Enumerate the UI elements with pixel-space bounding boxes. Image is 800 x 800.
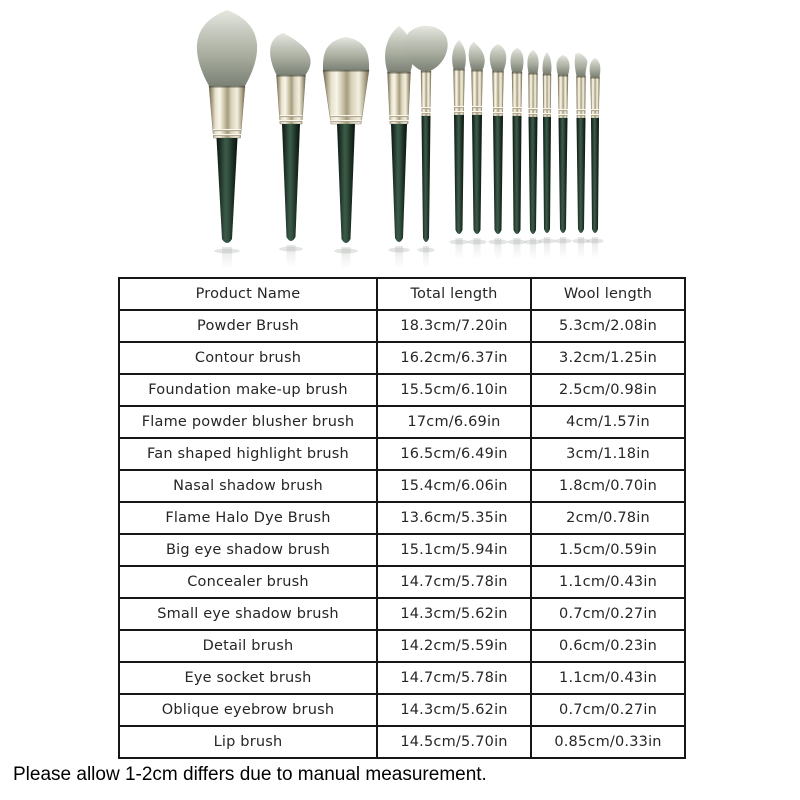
cell-product-name: Powder Brush — [119, 310, 377, 342]
brush-set-photo — [0, 0, 800, 276]
table-row — [119, 662, 685, 694]
brush-illustration-14 — [586, 58, 603, 259]
column-header-1: Total length — [377, 278, 531, 310]
cell-total-length: 13.6cm/5.35in — [377, 502, 531, 534]
cell-wool-length: 5.3cm/2.08in — [531, 310, 685, 342]
cell-total-length: 15.1cm/5.94in — [377, 534, 531, 566]
cell-total-length: 16.5cm/6.49in — [377, 438, 531, 470]
table-row — [119, 598, 685, 630]
column-header-0: Product Name — [119, 278, 377, 310]
cell-wool-length: 0.6cm/0.23in — [531, 630, 685, 662]
table-row — [119, 406, 685, 438]
cell-total-length: 14.7cm/5.78in — [377, 662, 531, 694]
table-row — [119, 630, 685, 662]
column-header-2: Wool length — [531, 278, 685, 310]
brush-illustration-10 — [524, 50, 541, 260]
cell-wool-length: 1.5cm/0.59in — [531, 534, 685, 566]
brush-illustration-8 — [488, 44, 507, 260]
cell-product-name: Nasal shadow brush — [119, 470, 377, 502]
cell-product-name: Small eye shadow brush — [119, 598, 377, 630]
brush-illustration-7 — [467, 42, 486, 260]
cell-product-name: Concealer brush — [119, 566, 377, 598]
cell-total-length: 14.5cm/5.70in — [377, 726, 531, 758]
brush-illustration-5 — [404, 26, 447, 268]
cell-total-length: 14.2cm/5.59in — [377, 630, 531, 662]
cell-wool-length: 0.85cm/0.33in — [531, 726, 685, 758]
measurement-note: Please allow 1-2cm differs due to manual measurement. — [13, 764, 487, 785]
cell-product-name: Eye socket brush — [119, 662, 377, 694]
table-row — [119, 374, 685, 406]
cell-product-name: Detail brush — [119, 630, 377, 662]
brush-illustration-4 — [385, 26, 413, 268]
cell-wool-length: 1.8cm/0.70in — [531, 470, 685, 502]
cell-product-name: Flame Halo Dye Brush — [119, 502, 377, 534]
brush-illustration-13 — [572, 53, 589, 259]
cell-wool-length: 1.1cm/0.43in — [531, 566, 685, 598]
cell-total-length: 14.3cm/5.62in — [377, 694, 531, 726]
cell-total-length: 14.7cm/5.78in — [377, 566, 531, 598]
cell-wool-length: 4cm/1.57in — [531, 406, 685, 438]
cell-wool-length: 2.5cm/0.98in — [531, 374, 685, 406]
cell-wool-length: 3cm/1.18in — [531, 438, 685, 470]
table-row — [119, 310, 685, 342]
table-row — [119, 502, 685, 534]
table-row — [119, 534, 685, 566]
cell-wool-length: 0.7cm/0.27in — [531, 598, 685, 630]
table-row — [119, 694, 685, 726]
cell-wool-length: 3.2cm/1.25in — [531, 342, 685, 374]
cell-product-name: Big eye shadow brush — [119, 534, 377, 566]
cell-product-name: Contour brush — [119, 342, 377, 374]
brush-illustration-12 — [554, 55, 571, 259]
cell-product-name: Flame powder blusher brush — [119, 406, 377, 438]
brush-illustration-2 — [270, 33, 310, 267]
brush-illustration-1 — [197, 10, 257, 269]
cell-wool-length: 0.7cm/0.27in — [531, 694, 685, 726]
brush-illustration-11 — [538, 52, 555, 259]
spec-table — [118, 277, 686, 759]
brush-illustration-9 — [507, 48, 526, 260]
cell-wool-length: 1.1cm/0.43in — [531, 662, 685, 694]
table-row — [119, 470, 685, 502]
header-row — [119, 278, 685, 310]
cell-wool-length: 2cm/0.78in — [531, 502, 685, 534]
brush-illustration-6 — [449, 40, 468, 260]
table-row — [119, 438, 685, 470]
cell-total-length: 15.5cm/6.10in — [377, 374, 531, 406]
cell-product-name: Oblique eyebrow brush — [119, 694, 377, 726]
brush-illustration-3 — [323, 37, 369, 269]
cell-total-length: 15.4cm/6.06in — [377, 470, 531, 502]
cell-product-name: Lip brush — [119, 726, 377, 758]
table-row — [119, 566, 685, 598]
cell-total-length: 17cm/6.69in — [377, 406, 531, 438]
spec-table-container — [118, 277, 686, 759]
cell-total-length: 14.3cm/5.62in — [377, 598, 531, 630]
table-row — [119, 342, 685, 374]
cell-total-length: 18.3cm/7.20in — [377, 310, 531, 342]
table-row — [119, 726, 685, 758]
cell-total-length: 16.2cm/6.37in — [377, 342, 531, 374]
cell-product-name: Foundation make-up brush — [119, 374, 377, 406]
cell-product-name: Fan shaped highlight brush — [119, 438, 377, 470]
